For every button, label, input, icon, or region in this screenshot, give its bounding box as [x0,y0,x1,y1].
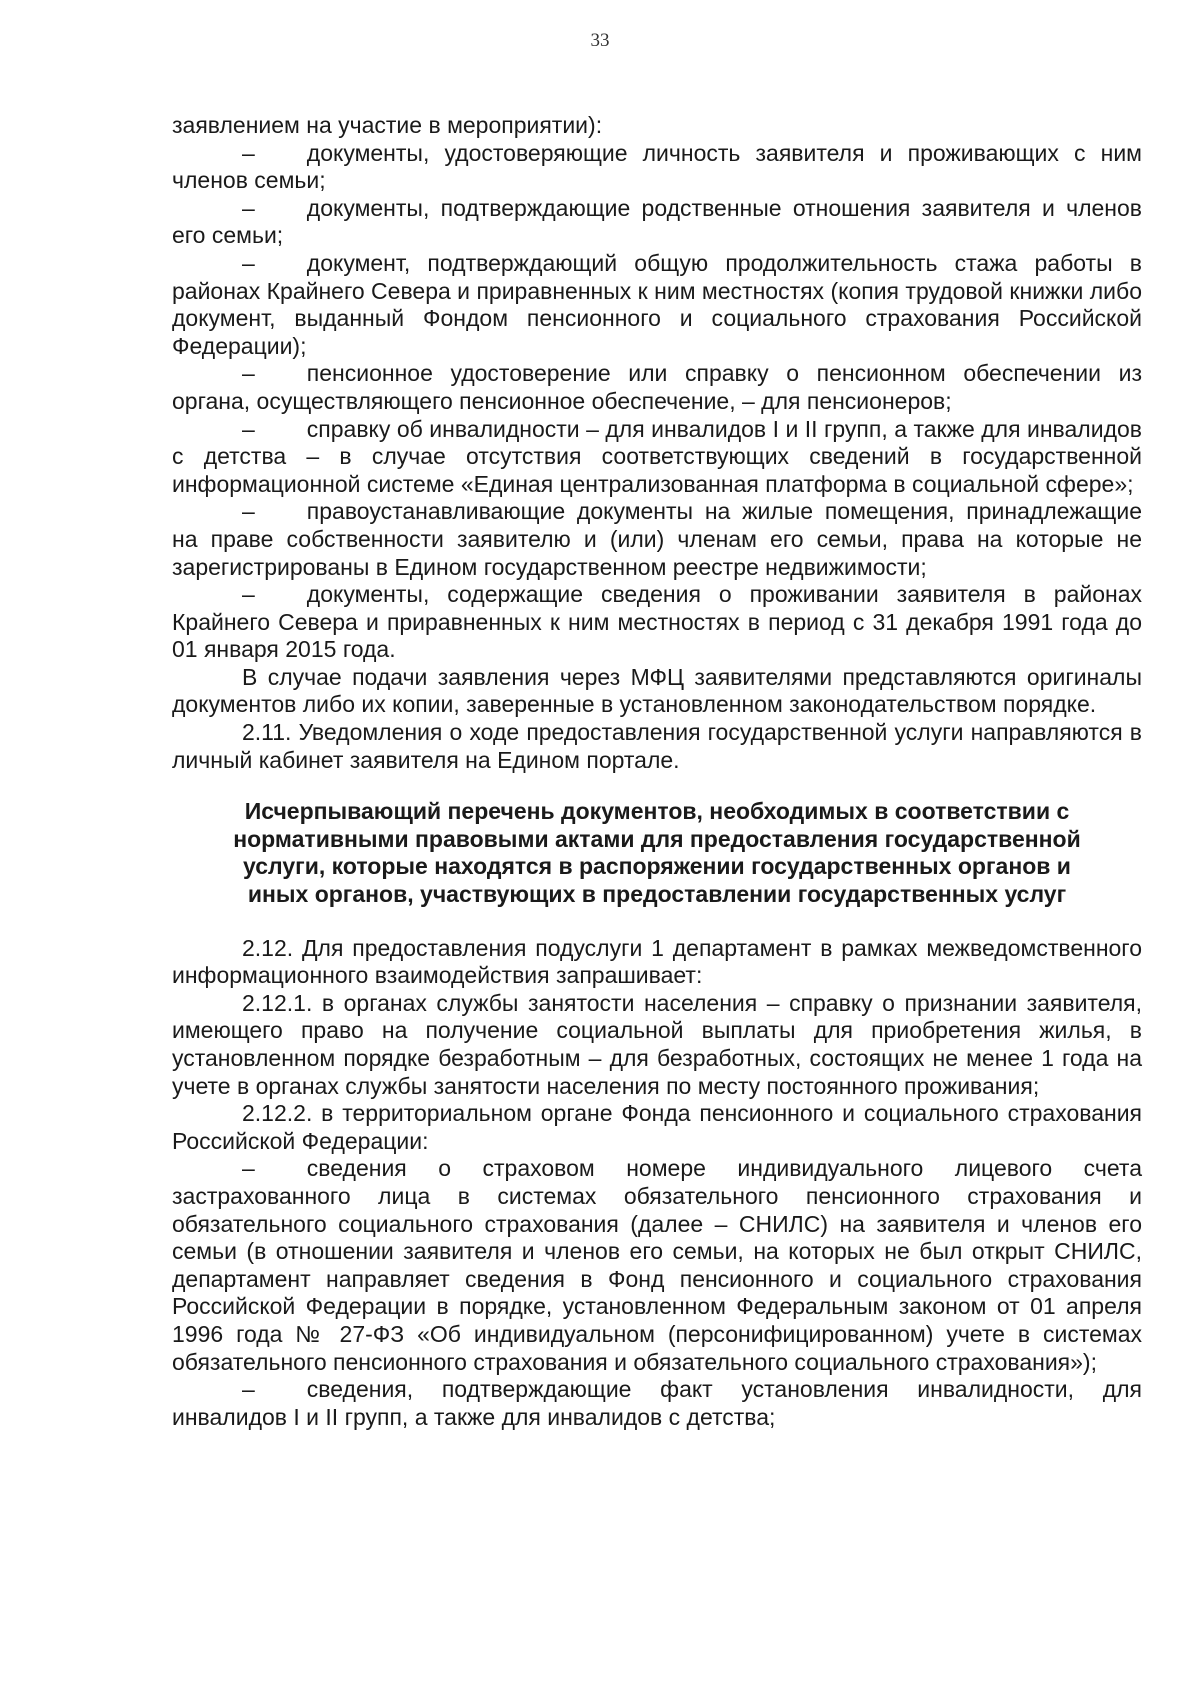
paragraph-2-12: 2.12. Для предоставления подуслуги 1 департамент в рамках межведомственного информационного взаимодействия запрашивает: [172,934,1142,989]
page-number: 33 [590,30,610,51]
dash-marker: – [242,415,255,442]
list-item-text: сведения, подтверждающие факт установления инвалидности, для инвалидов I и II групп, а также для инвалидов с детства; [172,1376,1142,1430]
list-item [172,1155,1142,1376]
list-item-text: документы, подтверждающие родственные отношения заявителя и членов его семьи; [172,194,1142,249]
list-item [172,140,1142,195]
paragraph-2-11: 2.11. Уведомления о ходе предоставления государственной услуги направляются в личный кабинет заявителя на Едином портале. [172,719,1142,773]
dash-marker: – [242,581,255,608]
list-item [172,195,1142,250]
section-heading: Исчерпывающий перечень документов, необходимых в соответствии с нормативными правовыми актами для предоставления государственной услуги, которые находятся в распоряжении государственных органов и иных органов, участвующих в предоставлении государственных услуг [233,798,1081,908]
documents-list [172,140,1142,664]
document-body [172,112,1142,1431]
list-item-text: правоустанавливающие документы на жилые помещения, принадлежащие на праве собственности заявителю и (или) членам его семьи, права на которые не зарегистрированы в Едином государственном реестре недвижимости; [172,498,1142,580]
list-item-text: пенсионное удостоверение или справку о пенсионном обеспечении из органа, осуществляющего пенсионное обеспечение, – для пенсионеров; [172,360,1142,414]
list-item [172,1376,1142,1431]
list-item [172,416,1142,499]
dash-marker: – [242,360,255,387]
paragraph-intro: заявлением на участие в мероприятии): [172,112,603,138]
dash-marker: – [242,194,255,221]
list-item-text: сведения о страховом номере индивидуального лицевого счета застрахованного лица в системах обязательного пенсионного страхования и обязательного социального страхования (далее – СНИЛС) на заявителя и членов его семьи (в отношении заявителя и членов его семьи, на которых не был открыт СНИЛС, департамент направляет сведения в Фонд пенсионного и социального страхования Российской Федерации в порядке, установленном Федеральным законом от 01 апреля 1996 года № 27-ФЗ «Об индивидуальном (персонифицированном) учете в системах обязательного пенсионного страхования и обязательного социального страхования»); [172,1155,1142,1375]
list-item-text: документы, содержащие сведения о проживании заявителя в районах Крайнего Севера и приравненных к ним местностях в период с 31 декабря 1991 года до 01 января 2015 года. [172,581,1142,663]
list-item-text: документы, удостоверяющие личность заявителя и проживающих с ним членов семьи; [172,139,1142,194]
list-item-text: справку об инвалидности – для инвалидов I и II групп, а также для инвалидов с детства – в случае отсутствия соответствующих сведений в государственной информационной системе «Единая централизованная платформа в социальной сфере»; [172,415,1142,497]
dash-marker: – [242,249,255,276]
pension-fund-list [172,1155,1142,1431]
list-item [172,250,1142,360]
list-item-text: документ, подтверждающий общую продолжительность стажа работы в районах Крайнего Севера и приравненных к ним местностях (копия трудовой книжки либо документ, выданный Фондом пенсионного и социального страхования Российской Федерации); [172,249,1142,359]
list-item [172,498,1142,581]
dash-marker: – [242,139,255,166]
dash-marker: – [242,1155,255,1182]
paragraph-2-12-2: 2.12.2. в территориальном органе Фонда пенсионного и социального страхования Российской Федерации: [172,1100,1142,1154]
dash-marker: – [242,1376,255,1403]
list-item [172,360,1142,415]
dash-marker: – [242,498,255,525]
paragraph-2-12-1: 2.12.1. в органах службы занятости населения – справку о признании заявителя, имеющего право на получение социальной выплаты для приобретения жилья, в установленном порядке безработным – для безработных, состоящих не менее 1 года на учете в органах службы занятости населения по месту постоянного проживания; [172,989,1142,1099]
paragraph-mfc: В случае подачи заявления через МФЦ заявителями представляются оригиналы документов либо их копии, заверенные в установленном законодательством порядке. [172,663,1142,718]
list-item [172,581,1142,664]
